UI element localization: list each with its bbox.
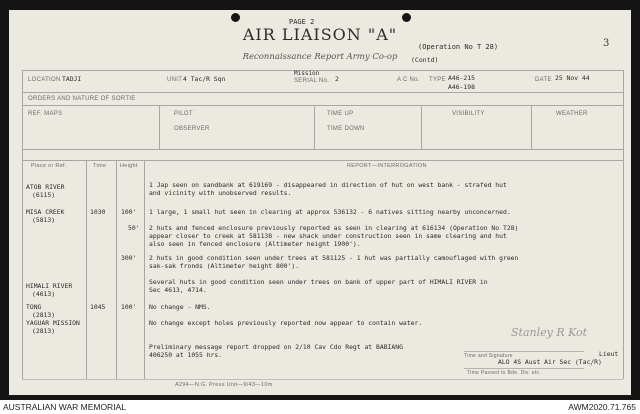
row-place-ref: (5813) — [32, 216, 56, 224]
caption-bar — [0, 400, 640, 414]
row-time: 1030 — [90, 208, 106, 216]
signature-rank: Lieut — [599, 350, 619, 358]
orders-label: ORDERS AND NATURE OF SORTIE — [28, 96, 136, 102]
rule — [421, 105, 422, 149]
operation-number: (Operation No T 28) — [418, 43, 499, 51]
location-value: TADJI — [62, 75, 82, 83]
row-report-line: 2 huts and fenced enclosure previously reported as seen in clearing at 616134 (Operation No T28) — [149, 224, 519, 232]
handwritten-signature: Stanley R Kot — [511, 326, 588, 339]
row-report-line: Preliminary message report dropped on 2/10 Cav Cdo Regt at BABIANG — [149, 343, 403, 351]
pilot-label: PILOT — [174, 111, 193, 117]
row-place-ref: (6115) — [32, 191, 56, 199]
row-place: YAGUAR MISSION — [26, 319, 80, 327]
rule — [22, 70, 623, 71]
row-report-line: sak-sak fronds (Altimeter height 800'). — [149, 262, 300, 270]
rule — [531, 105, 532, 149]
mission-label: Mission — [294, 70, 320, 77]
row-place-ref: (2813) — [32, 311, 56, 319]
rule — [22, 149, 623, 150]
row-report-line: also seen in fenced enclosure (Altimeter height 1900'). — [149, 240, 361, 248]
rule — [86, 160, 87, 379]
time-passed-line — [464, 368, 584, 369]
rule — [159, 105, 160, 149]
serial-label: SERIAL No. — [294, 78, 330, 84]
row-report-line: Sec 4613, 4714. — [149, 286, 207, 294]
rule — [22, 160, 623, 161]
row-report-line: appear closer to creek at 581138 - new shack under construction seen in same clearing and hut — [149, 232, 507, 240]
row-height: 300' — [121, 254, 137, 262]
form-title: AIR LIAISON "A" — [242, 25, 398, 44]
time-passed-label: Time Passed to Bde. Div. etc. — [467, 370, 542, 376]
form-subtitle: Reconnaissance Report Army Co-op — [242, 52, 398, 62]
handwritten-mark: 3 — [603, 38, 610, 49]
column-header-height: Height — [120, 163, 138, 169]
rule — [22, 379, 623, 380]
column-header-report: REPORT—INTERROGATION — [347, 163, 427, 169]
rule — [314, 105, 315, 149]
row-place-ref: (4613) — [32, 290, 56, 298]
rule — [22, 70, 23, 379]
row-report-line: Several huts in good condition seen under trees on bank of upper part of HIMALI RIVER in — [149, 278, 488, 286]
punch-hole-right — [402, 13, 411, 22]
row-report-line: 406250 at 1055 hrs. — [149, 351, 223, 359]
rule — [144, 160, 145, 379]
row-report-line: No change - NMS. — [149, 303, 211, 311]
print-code: A294—N.G. Press Unit—9/43—10m — [175, 382, 273, 388]
caption-institution: AUSTRALIAN WAR MEMORIAL — [3, 402, 126, 412]
time-up-label: TIME UP — [327, 111, 354, 117]
date-label: DATE — [535, 77, 552, 83]
row-report-line: No change except holes previously reported now appear to contain water. — [149, 319, 423, 327]
row-report-line: 2 huts in good condition seen under trees at 581125 - 1 hut was partially camouflaged with green — [149, 254, 519, 262]
rule — [623, 70, 624, 379]
date-value: 25 Nov 44 — [555, 74, 590, 82]
row-place: HIMALI RIVER — [26, 282, 73, 290]
row-height: 100' — [121, 303, 137, 311]
row-place: ATOB RIVER — [26, 183, 65, 191]
report-form — [9, 10, 631, 395]
row-height: 100' — [121, 208, 137, 216]
rule — [22, 105, 623, 106]
row-time: 1045 — [90, 303, 106, 311]
rule — [22, 92, 623, 93]
type-label: TYPE — [429, 77, 446, 83]
unit-value: 4 Tac/R Sqn — [183, 75, 226, 83]
visibility-label: VISIBILITY — [452, 111, 485, 117]
column-header-place: Place or Ref. — [31, 163, 67, 169]
type-value-2: A46-198 — [448, 83, 475, 91]
location-label: LOCATION — [28, 77, 61, 83]
unit-label: UNIT — [167, 77, 183, 83]
signature-unit: ALO 4S Aust Air Sec (Tac/R) — [498, 358, 602, 366]
row-place-ref: (2813) — [32, 327, 56, 335]
observer-label: OBSERVER — [174, 126, 210, 132]
punch-hole-left — [231, 13, 240, 22]
caption-accession-number: AWM2020.71.765 — [568, 402, 636, 412]
signature-label: Time and Signature — [464, 353, 513, 359]
row-report-line: 1 large, 1 small hut seen in clearing at approx 536132 - 6 natives sitting nearby unconcerned. — [149, 208, 511, 216]
column-header-time: Time — [93, 163, 107, 169]
time-down-label: TIME DOWN — [327, 126, 365, 132]
row-report-line: and vicinity with unobserved results. — [149, 189, 292, 197]
row-place: TONG — [26, 303, 42, 311]
ref-maps-label: REF. MAPS — [28, 111, 63, 117]
signature-line — [464, 351, 584, 352]
ac-label: A C No. — [397, 77, 420, 83]
row-place: MISA CREEK — [26, 208, 65, 216]
rule — [116, 160, 117, 379]
row-report-line: 1 Jap seen on sandbank at 619169 - disappeared in direction of hut on west bank - strafed hut — [149, 181, 507, 189]
row-height: 50' — [128, 224, 140, 232]
type-value-1: A46-215 — [448, 74, 475, 82]
page-number: PAGE 2 — [289, 18, 315, 26]
weather-label: WEATHER — [556, 111, 588, 117]
contd-note: (Contd) — [411, 56, 439, 64]
serial-value: 2 — [335, 75, 339, 83]
